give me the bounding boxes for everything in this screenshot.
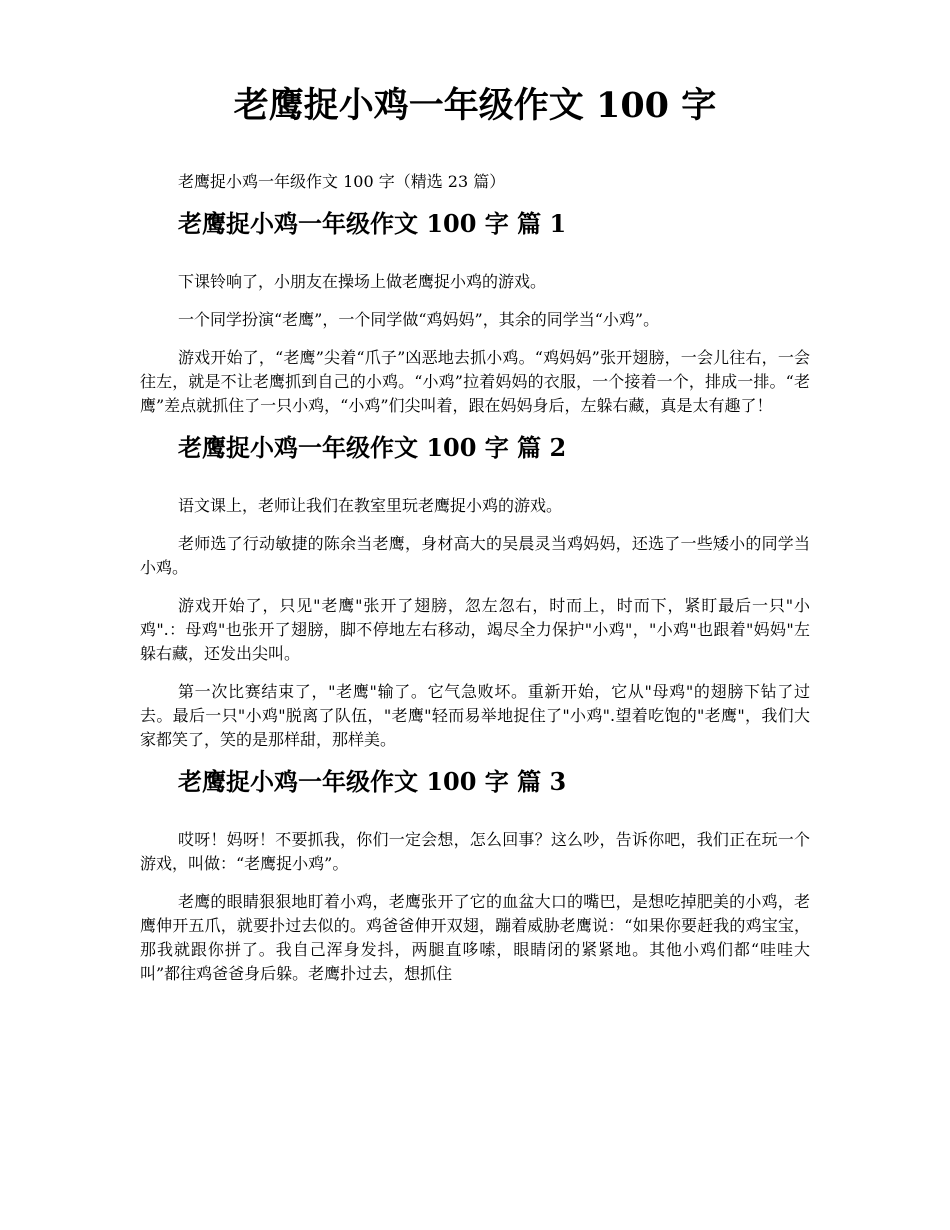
paragraph: 语文课上，老师让我们在教室里玩老鹰捉小鸡的游戏。 — [178, 496, 563, 515]
section-3 — [140, 766, 810, 986]
paragraph: 游戏开始了，只见"老鹰"张开了翅膀，忽左忽右，时而上，时而下，紧盯最后一只"小鸡".：母鸡"也张开了翅膀，脚不停地左右移动，竭尽全力保护"小鸡"，"小鸡"也跟着"妈妈"左躲右藏，还发出尖叫。 — [140, 596, 810, 663]
paragraph: 游戏开始了，“老鹰”尖着“爪子”凶恶地去抓小鸡。“鸡妈妈”张开翅膀，一会儿往右，一会往左，就是不让老鹰抓到自己的小鸡。“小鸡”拉着妈妈的衣服，一个接着一个，排成一排。“老鹰”差点就抓住了一只小鸡，“小鸡”们尖叫着，跟在妈妈身后，左躲右藏，真是太有趣了！ — [140, 348, 810, 415]
section-2 — [140, 432, 810, 752]
section-heading: 老鹰捉小鸡一年级作文 100 字 篇 1 — [178, 209, 567, 238]
paragraph: 老师选了行动敏捷的陈余当老鹰，身材高大的吴晨灵当鸡妈妈，还选了一些矮小的同学当小鸡。 — [140, 534, 810, 577]
document-subtitle: 老鹰捉小鸡一年级作文 100 字（精选 23 篇） — [178, 172, 506, 191]
paragraph: 老鹰的眼睛狠狠地盯着小鸡，老鹰张开了它的血盆大口的嘴巴，是想吃掉肥美的小鸡，老鹰伸开五爪，就要扑过去似的。鸡爸爸伸开双翅，蹦着威胁老鹰说：“如果你要赶我的鸡宝宝，那我就跟你拼了。我自己浑身发抖，两腿直哆嗦，眼睛闭的紧紧地。其他小鸡们都“哇哇大叫”都往鸡爸爸身后躲。老鹰扑过去，想抓住 — [140, 892, 810, 983]
section-heading: 老鹰捉小鸡一年级作文 100 字 篇 3 — [178, 767, 567, 796]
paragraph: 哎呀！妈呀！不要抓我，你们一定会想，怎么回事？这么吵，告诉你吧，我们正在玩一个游戏，叫做：“老鹰捉小鸡”。 — [140, 830, 810, 873]
paragraph: 一个同学扮演“老鹰”，一个同学做“鸡妈妈”，其余的同学当“小鸡”。 — [178, 310, 660, 329]
section-1 — [140, 208, 810, 418]
section-heading: 老鹰捉小鸡一年级作文 100 字 篇 2 — [178, 433, 567, 462]
paragraph: 下课铃响了，小朋友在操场上做老鹰捉小鸡的游戏。 — [178, 272, 547, 291]
document-title: 老鹰捉小鸡一年级作文 100 字 — [233, 85, 717, 126]
paragraph: 第一次比赛结束了，"老鹰"输了。它气急败坏。重新开始，它从"母鸡"的翅膀下钻了过去。最后一只"小鸡"脱离了队伍，"老鹰"轻而易举地捉住了"小鸡".望着吃饱的"老鹰"，我们大家都笑了，笑的是那样甜，那样美。 — [140, 682, 810, 749]
